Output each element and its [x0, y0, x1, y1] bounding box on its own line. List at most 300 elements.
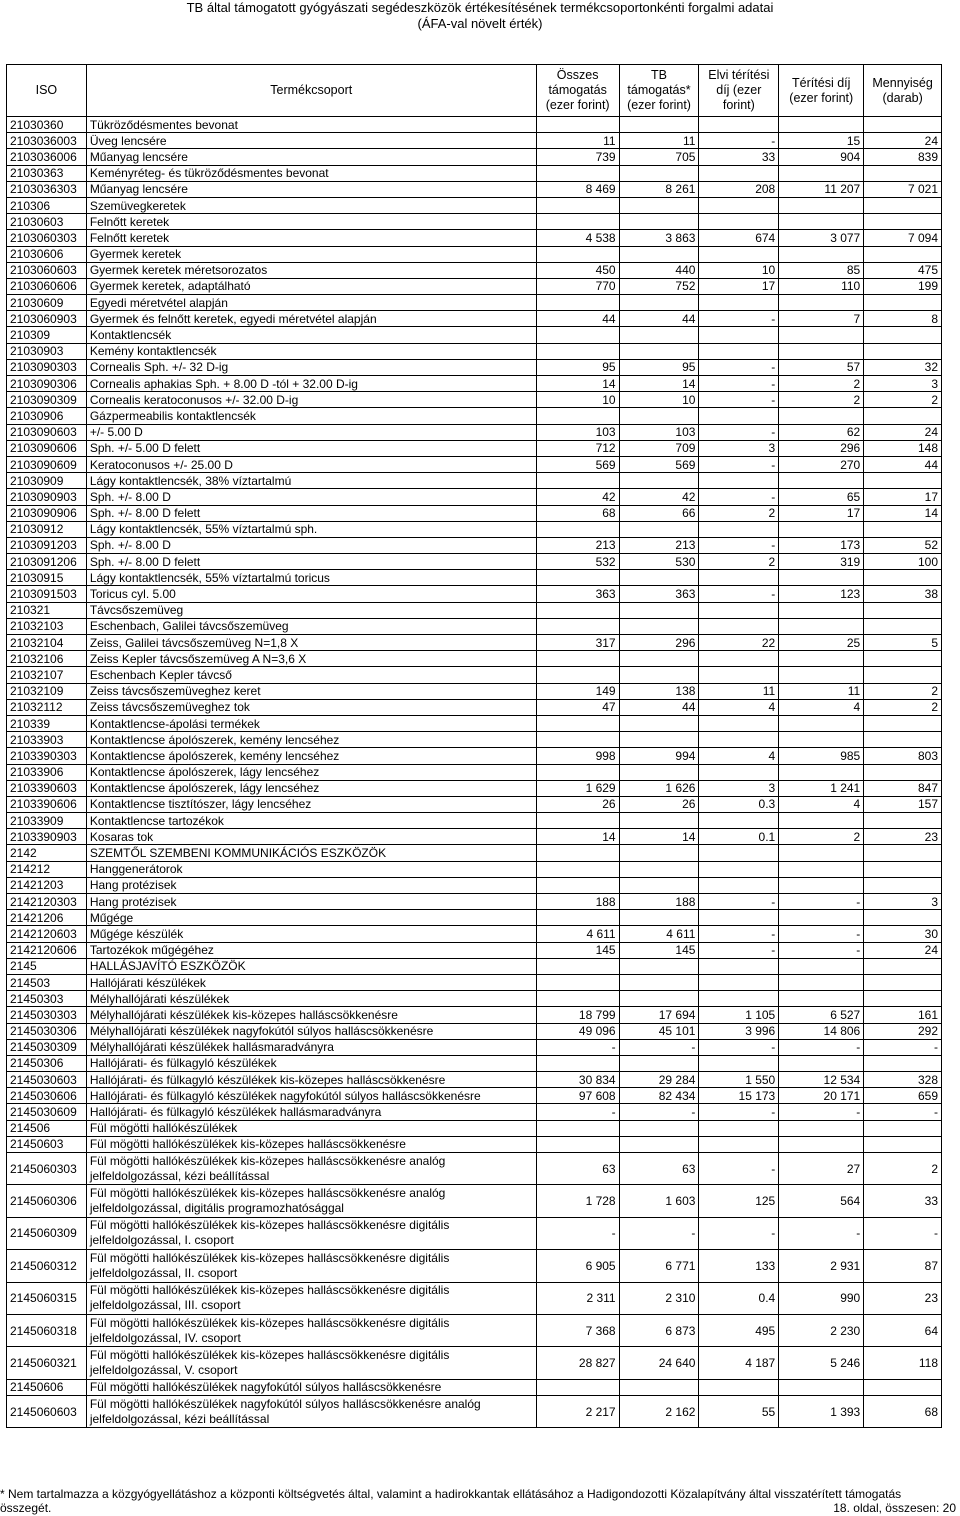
- cell-iso-code: 21032107: [7, 667, 87, 683]
- cell-quantity: 839: [864, 149, 942, 165]
- cell-quantity: 475: [864, 262, 942, 278]
- footnote-end: [0, 1501, 960, 1515]
- cell-group-name: Kontaktlencse ápolószerek, kemény lencséhez: [86, 732, 536, 748]
- cell-nominal-fee: -: [699, 942, 779, 958]
- cell-tb-support: 29 284: [619, 1072, 699, 1088]
- cell-tb-support: 24 640: [619, 1347, 699, 1379]
- cell-quantity: 24: [864, 133, 942, 149]
- cell-quantity: 3: [864, 376, 942, 392]
- table-row: [7, 1379, 942, 1395]
- table-row: [7, 117, 942, 133]
- cell-quantity: 7 021: [864, 181, 942, 197]
- cell-iso-code: 21030903: [7, 343, 87, 359]
- cell-group-name: +/- 5.00 D: [86, 424, 536, 440]
- cell-quantity: 38: [864, 586, 942, 602]
- cell-quantity: [864, 813, 942, 829]
- cell-nominal-fee: [699, 618, 779, 634]
- cell-nominal-fee: [699, 861, 779, 877]
- cell-fee: [779, 473, 864, 489]
- cell-group-name: Keratoconusos +/- 25.00 D: [86, 456, 536, 472]
- cell-tb-support: [619, 521, 699, 537]
- cell-nominal-fee: [699, 197, 779, 213]
- cell-total-support: 14: [536, 829, 619, 845]
- cell-group-name: Kontaktlencse-ápolási termékek: [86, 715, 536, 731]
- cell-group-name: Mélyhallójárati készülékek: [86, 991, 536, 1007]
- cell-iso-code: 2142120603: [7, 926, 87, 942]
- table-body: [7, 117, 942, 1428]
- cell-group-name: Tükröződésmentes bevonat: [86, 117, 536, 133]
- data-table: [6, 64, 942, 1428]
- cell-fee: 270: [779, 456, 864, 472]
- cell-nominal-fee: 208: [699, 181, 779, 197]
- cell-fee: 3 077: [779, 230, 864, 246]
- cell-fee: [779, 813, 864, 829]
- cell-iso-code: 214506: [7, 1120, 87, 1136]
- table-row: [7, 894, 942, 910]
- cell-fee: 11: [779, 683, 864, 699]
- cell-quantity: 14: [864, 505, 942, 521]
- cell-iso-code: 2145030603: [7, 1072, 87, 1088]
- cell-tb-support: -: [619, 1104, 699, 1120]
- cell-fee: [779, 1136, 864, 1152]
- cell-quantity: [864, 715, 942, 731]
- cell-nominal-fee: [699, 1055, 779, 1071]
- table-row: [7, 813, 942, 829]
- cell-tb-support: 188: [619, 894, 699, 910]
- cell-nominal-fee: [699, 910, 779, 926]
- cell-quantity: 100: [864, 554, 942, 570]
- cell-group-name: Zeiss, Galilei távcsőszemüveg N=1,8 X: [86, 635, 536, 651]
- cell-group-name: Sph. +/- 5.00 D felett: [86, 440, 536, 456]
- cell-quantity: [864, 246, 942, 262]
- cell-group-name: Hanggenerátorok: [86, 861, 536, 877]
- cell-tb-support: 4 611: [619, 926, 699, 942]
- cell-total-support: [536, 732, 619, 748]
- cell-fee: 27: [779, 1153, 864, 1185]
- table-row: [7, 537, 942, 553]
- cell-quantity: [864, 877, 942, 893]
- cell-iso-code: 21030609: [7, 295, 87, 311]
- cell-quantity: 44: [864, 456, 942, 472]
- cell-iso-code: 2103091203: [7, 537, 87, 553]
- cell-quantity: [864, 667, 942, 683]
- cell-fee: -: [779, 926, 864, 942]
- cell-tb-support: [619, 197, 699, 213]
- cell-iso-code: 2103390606: [7, 796, 87, 812]
- cell-quantity: 24: [864, 942, 942, 958]
- header-qty: Mennyiség (darab): [864, 65, 942, 117]
- cell-nominal-fee: [699, 570, 779, 586]
- cell-fee: 123: [779, 586, 864, 602]
- cell-total-support: 149: [536, 683, 619, 699]
- cell-group-name: Kontaktlencse tisztítószer, lágy lencséhez: [86, 796, 536, 812]
- cell-total-support: 44: [536, 311, 619, 327]
- cell-tb-support: [619, 117, 699, 133]
- cell-total-support: 450: [536, 262, 619, 278]
- cell-nominal-fee: [699, 1136, 779, 1152]
- cell-fee: [779, 602, 864, 618]
- cell-iso-code: 2145030609: [7, 1104, 87, 1120]
- cell-nominal-fee: -: [699, 456, 779, 472]
- cell-quantity: [864, 732, 942, 748]
- cell-group-name: Fül mögötti hallókészülékek kis-közepes halláscsökkenésre digitális jelfeldolgozással, IV. csoport: [86, 1314, 536, 1346]
- cell-tb-support: 3 863: [619, 230, 699, 246]
- cell-total-support: 26: [536, 796, 619, 812]
- cell-iso-code: 2145060603: [7, 1395, 87, 1427]
- cell-group-name: Keményréteg- és tükröződésmentes bevonat: [86, 165, 536, 181]
- header-tb: TB támogatás* (ezer forint): [619, 65, 699, 117]
- cell-total-support: 103: [536, 424, 619, 440]
- cell-nominal-fee: [699, 732, 779, 748]
- table-row: [7, 715, 942, 731]
- cell-iso-code: 2145060306: [7, 1185, 87, 1217]
- cell-group-name: Lágy kontaktlencsék, 55% víztartalmú sph.: [86, 521, 536, 537]
- cell-nominal-fee: 0.1: [699, 829, 779, 845]
- table-row: [7, 456, 942, 472]
- cell-iso-code: 21421206: [7, 910, 87, 926]
- cell-quantity: 64: [864, 1314, 942, 1346]
- cell-iso-code: 2103390903: [7, 829, 87, 845]
- cell-fee: [779, 295, 864, 311]
- cell-nominal-fee: 4: [699, 699, 779, 715]
- cell-fee: 85: [779, 262, 864, 278]
- cell-fee: [779, 117, 864, 133]
- cell-nominal-fee: [699, 845, 779, 861]
- table-row: [7, 554, 942, 570]
- cell-tb-support: 63: [619, 1153, 699, 1185]
- cell-tb-support: 994: [619, 748, 699, 764]
- cell-tb-support: [619, 764, 699, 780]
- cell-fee: [779, 408, 864, 424]
- cell-group-name: HALLÁSJAVÍTÓ ESZKÖZÖK: [86, 958, 536, 974]
- table-row: [7, 181, 942, 197]
- cell-total-support: 998: [536, 748, 619, 764]
- cell-fee: 904: [779, 149, 864, 165]
- footnote-continuation: összegét.: [0, 1501, 52, 1515]
- cell-tb-support: 66: [619, 505, 699, 521]
- table-row: [7, 586, 942, 602]
- cell-fee: [779, 991, 864, 1007]
- cell-quantity: [864, 861, 942, 877]
- cell-quantity: 292: [864, 1023, 942, 1039]
- cell-total-support: [536, 1055, 619, 1071]
- cell-iso-code: 21450303: [7, 991, 87, 1007]
- cell-total-support: 30 834: [536, 1072, 619, 1088]
- cell-tb-support: 6 771: [619, 1250, 699, 1282]
- cell-quantity: 659: [864, 1088, 942, 1104]
- cell-iso-code: 2103090903: [7, 489, 87, 505]
- cell-iso-code: 210309: [7, 327, 87, 343]
- table-row: [7, 424, 942, 440]
- cell-fee: [779, 764, 864, 780]
- table-row: [7, 1023, 942, 1039]
- cell-nominal-fee: -: [699, 1039, 779, 1055]
- cell-tb-support: 1 603: [619, 1185, 699, 1217]
- cell-nominal-fee: 17: [699, 278, 779, 294]
- table-row: [7, 133, 942, 149]
- cell-fee: 14 806: [779, 1023, 864, 1039]
- cell-quantity: [864, 327, 942, 343]
- table-row: [7, 327, 942, 343]
- table-row: [7, 197, 942, 213]
- cell-total-support: 68: [536, 505, 619, 521]
- cell-fee: 57: [779, 359, 864, 375]
- cell-nominal-fee: 33: [699, 149, 779, 165]
- cell-nominal-fee: 11: [699, 683, 779, 699]
- cell-quantity: 803: [864, 748, 942, 764]
- cell-group-name: Fül mögötti hallókészülékek kis-közepes halláscsökkenésre analóg jelfeldolgozással, digitális programozhatósággal: [86, 1185, 536, 1217]
- cell-iso-code: 21450306: [7, 1055, 87, 1071]
- table-row: [7, 1250, 942, 1282]
- cell-total-support: 47: [536, 699, 619, 715]
- cell-iso-code: 21450603: [7, 1136, 87, 1152]
- cell-group-name: Sph. +/- 8.00 D felett: [86, 554, 536, 570]
- cell-total-support: 569: [536, 456, 619, 472]
- cell-iso-code: 21032112: [7, 699, 87, 715]
- page-subtitle: (ÁFA-val növelt érték): [417, 16, 543, 31]
- cell-total-support: [536, 197, 619, 213]
- cell-quantity: [864, 473, 942, 489]
- cell-group-name: Fül mögötti hallókészülékek kis-közepes halláscsökkenésre digitális jelfeldolgozással, III. csoport: [86, 1282, 536, 1314]
- cell-total-support: [536, 295, 619, 311]
- cell-nominal-fee: 674: [699, 230, 779, 246]
- cell-total-support: 317: [536, 635, 619, 651]
- cell-group-name: Hallójárati- és fülkagyló készülékek kis-közepes halláscsökkenésre: [86, 1072, 536, 1088]
- cell-iso-code: 2103060303: [7, 230, 87, 246]
- cell-iso-code: 21033909: [7, 813, 87, 829]
- table-row: [7, 618, 942, 634]
- cell-tb-support: [619, 214, 699, 230]
- table-row: [7, 683, 942, 699]
- cell-quantity: [864, 295, 942, 311]
- cell-group-name: Sph. +/- 8.00 D: [86, 537, 536, 553]
- cell-quantity: [864, 408, 942, 424]
- cell-tb-support: 10: [619, 392, 699, 408]
- cell-iso-code: 21030603: [7, 214, 87, 230]
- cell-iso-code: 2103036003: [7, 133, 87, 149]
- cell-total-support: 145: [536, 942, 619, 958]
- cell-tb-support: [619, 165, 699, 181]
- cell-iso-code: 2145060318: [7, 1314, 87, 1346]
- cell-quantity: -: [864, 1104, 942, 1120]
- cell-iso-code: 2103090906: [7, 505, 87, 521]
- cell-total-support: [536, 1120, 619, 1136]
- cell-total-support: 188: [536, 894, 619, 910]
- cell-quantity: [864, 117, 942, 133]
- cell-iso-code: 21030360: [7, 117, 87, 133]
- table-header-row: [7, 65, 942, 117]
- cell-group-name: Cornealis Sph. +/- 32 D-ig: [86, 359, 536, 375]
- cell-group-name: Sph. +/- 8.00 D felett: [86, 505, 536, 521]
- cell-group-name: Lágy kontaktlencsék, 38% víztartalmú: [86, 473, 536, 489]
- cell-quantity: 87: [864, 1250, 942, 1282]
- cell-group-name: Hallójárati- és fülkagyló készülékek nagyfokútól súlyos halláscsökkenésre: [86, 1088, 536, 1104]
- cell-tb-support: 14: [619, 376, 699, 392]
- cell-fee: 11 207: [779, 181, 864, 197]
- cell-tb-support: [619, 618, 699, 634]
- cell-tb-support: 26: [619, 796, 699, 812]
- table-row: [7, 295, 942, 311]
- cell-total-support: -: [536, 1039, 619, 1055]
- cell-group-name: Fül mögötti hallókészülékek kis-közepes halláscsökkenésre digitális jelfeldolgozással, V. csoport: [86, 1347, 536, 1379]
- cell-fee: [779, 732, 864, 748]
- cell-group-name: Toricus cyl. 5.00: [86, 586, 536, 602]
- table-row: [7, 1055, 942, 1071]
- cell-fee: 173: [779, 537, 864, 553]
- cell-total-support: 8 469: [536, 181, 619, 197]
- cell-quantity: 847: [864, 780, 942, 796]
- cell-group-name: Műanyag lencsére: [86, 149, 536, 165]
- cell-group-name: Kontaktlencse ápolószerek, lágy lencséhez: [86, 764, 536, 780]
- cell-nominal-fee: [699, 877, 779, 893]
- cell-iso-code: 2142120606: [7, 942, 87, 958]
- cell-tb-support: 6 873: [619, 1314, 699, 1346]
- cell-fee: [779, 343, 864, 359]
- cell-group-name: Tartozékok műgégéhez: [86, 942, 536, 958]
- cell-nominal-fee: [699, 246, 779, 262]
- cell-tb-support: 569: [619, 456, 699, 472]
- cell-total-support: [536, 651, 619, 667]
- cell-fee: [779, 974, 864, 990]
- cell-group-name: Fül mögötti hallókészülékek kis-közepes halláscsökkenésre digitális jelfeldolgozással, II. csoport: [86, 1250, 536, 1282]
- cell-tb-support: 44: [619, 699, 699, 715]
- cell-iso-code: 21033906: [7, 764, 87, 780]
- cell-tb-support: 2 310: [619, 1282, 699, 1314]
- cell-quantity: 5: [864, 635, 942, 651]
- cell-fee: [779, 570, 864, 586]
- header-terites: Térítési díj (ezer forint): [779, 65, 864, 117]
- table-row: [7, 246, 942, 262]
- cell-fee: 4: [779, 796, 864, 812]
- table-row: [7, 278, 942, 294]
- cell-nominal-fee: [699, 813, 779, 829]
- cell-nominal-fee: [699, 651, 779, 667]
- table-row: [7, 910, 942, 926]
- cell-total-support: [536, 1379, 619, 1395]
- table-row: [7, 748, 942, 764]
- cell-total-support: 2 311: [536, 1282, 619, 1314]
- cell-tb-support: [619, 570, 699, 586]
- cell-quantity: 52: [864, 537, 942, 553]
- cell-fee: [779, 246, 864, 262]
- cell-total-support: [536, 165, 619, 181]
- cell-quantity: 24: [864, 424, 942, 440]
- cell-iso-code: 214212: [7, 861, 87, 877]
- cell-iso-code: 2145030606: [7, 1088, 87, 1104]
- cell-tb-support: 95: [619, 359, 699, 375]
- table-row: [7, 764, 942, 780]
- cell-fee: -: [779, 1039, 864, 1055]
- cell-nominal-fee: [699, 764, 779, 780]
- cell-nominal-fee: 0.3: [699, 796, 779, 812]
- cell-fee: [779, 861, 864, 877]
- cell-group-name: Mélyhallójárati készülékek kis-közepes halláscsökkenésre: [86, 1007, 536, 1023]
- cell-quantity: 23: [864, 829, 942, 845]
- cell-quantity: 30: [864, 926, 942, 942]
- cell-tb-support: [619, 473, 699, 489]
- cell-group-name: Felnőtt keretek: [86, 214, 536, 230]
- cell-nominal-fee: -: [699, 537, 779, 553]
- cell-total-support: [536, 991, 619, 1007]
- cell-quantity: 7 094: [864, 230, 942, 246]
- cell-group-name: Kontaktlencsék: [86, 327, 536, 343]
- cell-group-name: Hang protézisek: [86, 877, 536, 893]
- cell-iso-code: 21030606: [7, 246, 87, 262]
- cell-fee: 5 246: [779, 1347, 864, 1379]
- cell-nominal-fee: 495: [699, 1314, 779, 1346]
- table-row: [7, 376, 942, 392]
- cell-iso-code: 2145060315: [7, 1282, 87, 1314]
- cell-nominal-fee: 15 173: [699, 1088, 779, 1104]
- table-row: [7, 1282, 942, 1314]
- cell-nominal-fee: [699, 715, 779, 731]
- cell-total-support: 532: [536, 554, 619, 570]
- table-row: [7, 230, 942, 246]
- cell-quantity: 118: [864, 1347, 942, 1379]
- cell-tb-support: [619, 1136, 699, 1152]
- cell-nominal-fee: -: [699, 359, 779, 375]
- cell-total-support: -: [536, 1104, 619, 1120]
- table-row: [7, 505, 942, 521]
- cell-tb-support: [619, 246, 699, 262]
- cell-fee: 1 393: [779, 1395, 864, 1427]
- table-row: [7, 149, 942, 165]
- cell-nominal-fee: [699, 473, 779, 489]
- cell-group-name: Kontaktlencse ápolószerek, lágy lencséhez: [86, 780, 536, 796]
- table-row: [7, 1153, 942, 1185]
- cell-nominal-fee: [699, 958, 779, 974]
- cell-group-name: Gyermek keretek, adaptálható: [86, 278, 536, 294]
- cell-quantity: 2: [864, 392, 942, 408]
- cell-total-support: [536, 473, 619, 489]
- cell-total-support: 1 728: [536, 1185, 619, 1217]
- cell-tb-support: 11: [619, 133, 699, 149]
- cell-nominal-fee: -: [699, 1217, 779, 1249]
- table-row: [7, 359, 942, 375]
- cell-quantity: [864, 165, 942, 181]
- cell-total-support: 49 096: [536, 1023, 619, 1039]
- cell-nominal-fee: 4 187: [699, 1347, 779, 1379]
- cell-quantity: -: [864, 1039, 942, 1055]
- cell-group-name: Fül mögötti hallókészülékek kis-közepes halláscsökkenésre digitális jelfeldolgozással, I. csoport: [86, 1217, 536, 1249]
- cell-group-name: Fül mögötti hallókészülékek: [86, 1120, 536, 1136]
- cell-iso-code: 2145060303: [7, 1153, 87, 1185]
- cell-iso-code: 2103090606: [7, 440, 87, 456]
- cell-total-support: [536, 958, 619, 974]
- cell-group-name: Fül mögötti hallókészülékek nagyfokútól súlyos halláscsökkenésre: [86, 1379, 536, 1395]
- cell-nominal-fee: 1 105: [699, 1007, 779, 1023]
- cell-total-support: 712: [536, 440, 619, 456]
- cell-quantity: [864, 618, 942, 634]
- cell-iso-code: 2103036303: [7, 181, 87, 197]
- cell-nominal-fee: 2: [699, 505, 779, 521]
- cell-group-name: Hang protézisek: [86, 894, 536, 910]
- cell-nominal-fee: [699, 991, 779, 1007]
- cell-total-support: [536, 861, 619, 877]
- cell-group-name: Egyedi méretvétel alapján: [86, 295, 536, 311]
- cell-quantity: 68: [864, 1395, 942, 1427]
- cell-group-name: Cornealis keratoconusos +/- 32.00 D-ig: [86, 392, 536, 408]
- cell-iso-code: 21030909: [7, 473, 87, 489]
- cell-tb-support: 145: [619, 942, 699, 958]
- cell-total-support: [536, 343, 619, 359]
- cell-fee: 65: [779, 489, 864, 505]
- cell-tb-support: [619, 991, 699, 1007]
- cell-nominal-fee: -: [699, 311, 779, 327]
- cell-fee: [779, 651, 864, 667]
- cell-total-support: [536, 974, 619, 990]
- cell-nominal-fee: -: [699, 894, 779, 910]
